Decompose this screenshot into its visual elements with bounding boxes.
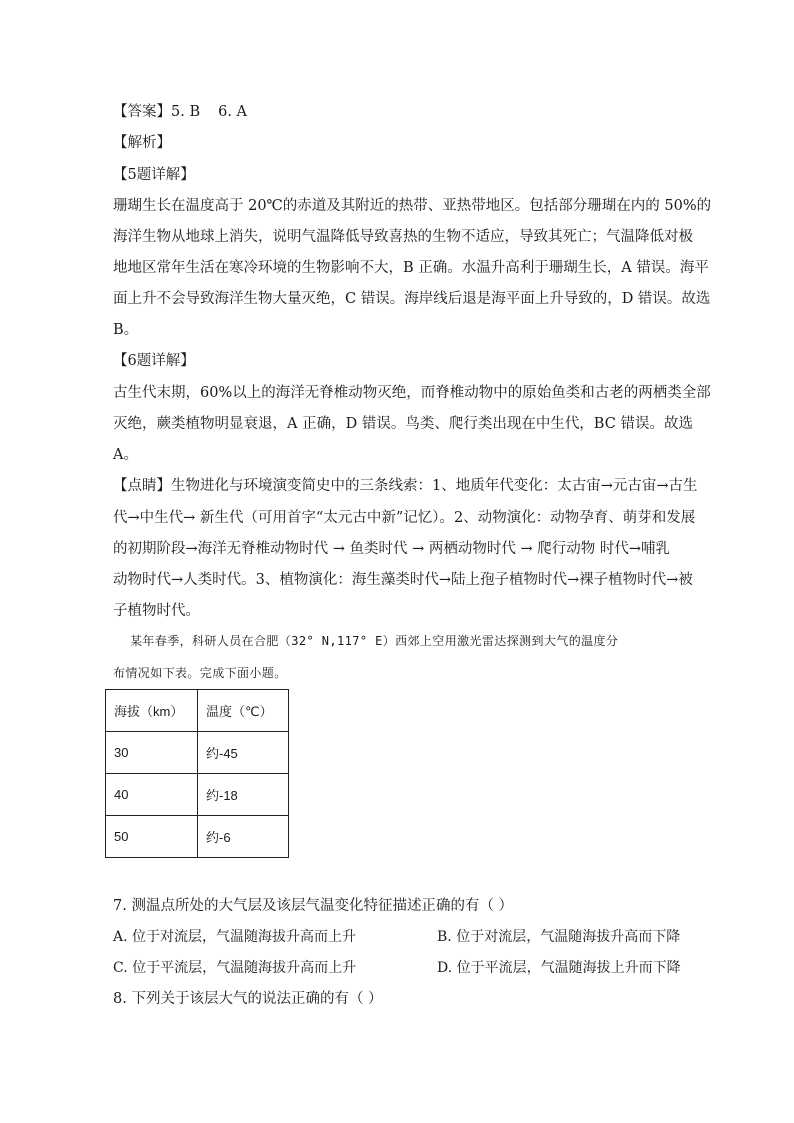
tip-line-3: 的初期阶段→海洋无脊椎动物时代 → 鱼类时代 → 两栖动物时代 → 爬行动物 时代→哺乳 (113, 541, 671, 557)
q7-option-b: B. 位于对流层，气温随海拔升高而下降 (437, 929, 681, 945)
table-header-row (106, 690, 289, 732)
tip-line-2: 代→中生代→ 新生代（可用首字“太元古中新”记忆）。2、动物演化：动物孕育、萌芽和发展 (113, 510, 696, 526)
answer-q5: 5. B (171, 104, 201, 120)
q6-detail-line-1: 古生代末期，60%以上的海洋无脊椎动物灭绝，而脊椎动物中的原始鱼类和古老的两栖类全部 (113, 385, 711, 401)
tip-line-1 (113, 476, 698, 496)
table-cell: 约-18 (198, 774, 289, 816)
q7-stem: 7. 测温点所处的大气层及该层气温变化特征描述正确的有（ ） (113, 898, 514, 914)
passage-line-2: 布情况如下表。完成下面小题。 (113, 666, 287, 680)
tip-line-4: 动物时代→人类时代。3、植物演化：海生藻类时代→陆上孢子植物时代→裸子植物时代→被 (113, 572, 693, 588)
table-row (106, 774, 289, 816)
analysis-label: 【解析】 (113, 135, 171, 151)
q5-detail-line-5: B。 (113, 322, 139, 338)
q7-option-a: A. 位于对流层，气温随海拔升高而上升 (113, 929, 357, 945)
answer-label: 【答案】 (113, 104, 171, 120)
answer-q6: 6. A (218, 104, 248, 120)
answer-line (113, 102, 688, 122)
altitude-temperature-table (105, 689, 289, 858)
table-header-altitude: 海拔（km） (106, 690, 198, 732)
tip-text-1: 生物进化与环境演变简史中的三条线索：1、地质年代变化：太古宙→元古宙→古生 (171, 478, 698, 494)
table-cell: 约-45 (198, 732, 289, 774)
q6-detail-line-2: 灭绝，蕨类植物明显衰退，A 正确，D 错误。鸟类、爬行类出现在中生代，BC 错误。故选 (113, 416, 693, 432)
q5-detail-line-1: 珊瑚生长在温度高于 20℃的赤道及其附近的热带、亚热带地区。包括部分珊瑚在内的 50%的 (113, 198, 712, 214)
table-row (106, 816, 289, 858)
q5-detail-line-4: 面上升不会导致海洋生物大量灭绝，C 错误。海岸线后退是海平面上升导致的，D 错误。故选 (113, 291, 711, 307)
table-cell: 50 (106, 816, 198, 858)
table-cell: 约-6 (198, 816, 289, 858)
q7-option-c: C. 位于平流层，气温随海拔升高而上升 (113, 960, 357, 976)
tip-label: 【点睛】 (113, 478, 171, 494)
passage-line-1: 某年春季，科研人员在合肥（32° N,117° E）西郊上空用激光雷达探测到大气的温度分 (130, 634, 619, 648)
tip-line-5: 子植物时代。 (113, 603, 200, 619)
q6-detail-label: 【6题详解】 (113, 353, 195, 369)
q5-detail-label: 【5题详解】 (113, 167, 195, 183)
q8-stem: 8. 下列关于该层大气的说法正确的有（ ） (113, 991, 383, 1007)
q7-option-d: D. 位于平流层，气温随海拔上升而下降 (437, 960, 681, 976)
q5-detail-line-3: 地地区常年生活在寒冷环境的生物影响不大，B 正确。水温升高利于珊瑚生长，A 错误。海平 (113, 260, 709, 276)
q5-detail-line-2: 海洋生物从地球上消失，说明气温降低导致喜热的生物不适应，导致其死亡；气温降低对极 (113, 229, 693, 245)
table-cell: 40 (106, 774, 198, 816)
table-row (106, 732, 289, 774)
table-cell: 30 (106, 732, 198, 774)
table-header-temperature: 温度（℃） (198, 690, 289, 732)
q6-detail-line-3: A。 (113, 447, 138, 463)
